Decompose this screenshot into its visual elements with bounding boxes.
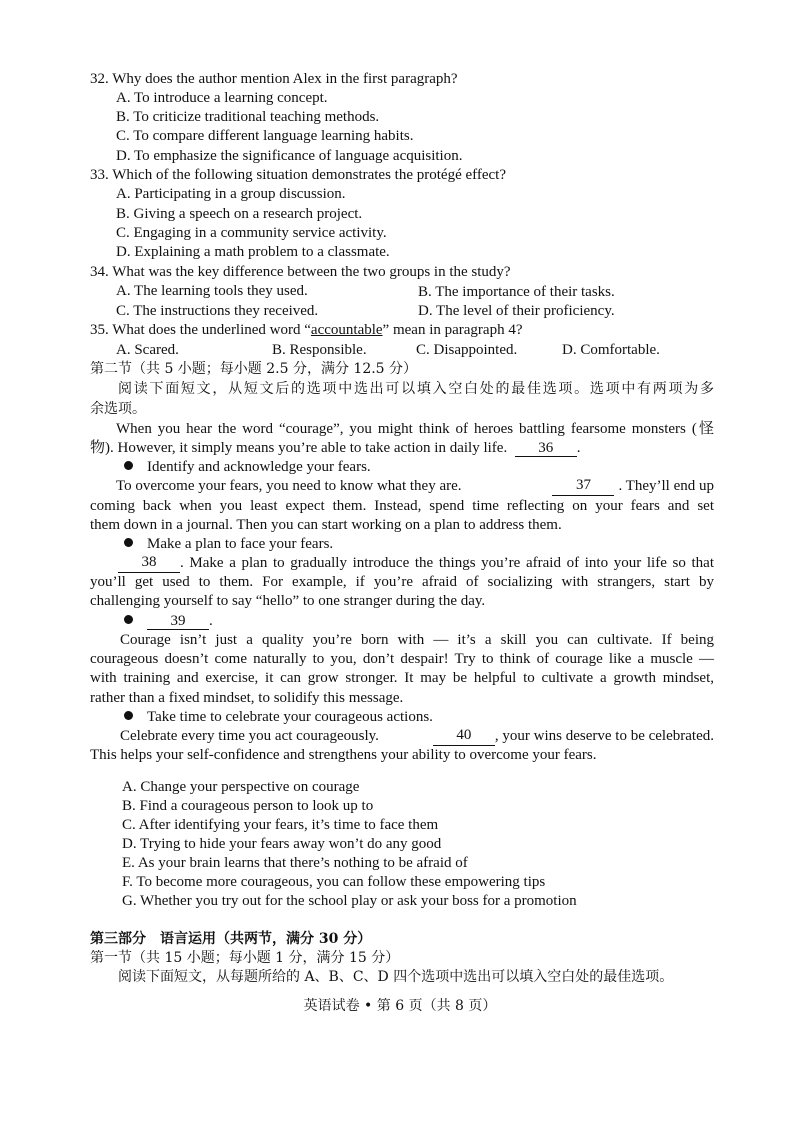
q35-option-a: A. Scared. bbox=[116, 342, 179, 358]
q33-option-c: C. Engaging in a community service activity. bbox=[116, 225, 387, 241]
q32-option-c: C. To compare different language learning habits. bbox=[116, 128, 414, 144]
bullet-icon bbox=[124, 711, 133, 720]
q35-stem-post: ” mean in paragraph 4? bbox=[382, 322, 523, 338]
part3-instruction: 阅读下面短文，从每题所给的 A、B、C、D 四个选项中选出可以填入空白处的最佳选项。 bbox=[118, 969, 674, 985]
passage-p5-line1-post: , your wins deserve to be celebrated. bbox=[494, 728, 714, 744]
passage-p2-line1-pre-text: To overcome your fears, you need to know what they are. bbox=[116, 478, 462, 494]
passage-p3-line1 bbox=[118, 554, 714, 573]
passage-p5-line2: This helps your self-confidence and strengthens your ability to overcome your fears. bbox=[90, 747, 597, 763]
passage-p2-line1 bbox=[116, 477, 714, 496]
q34-option-c: C. The instructions they received. bbox=[116, 303, 319, 319]
blank-36[interactable]: 36 bbox=[515, 440, 577, 457]
passage-p4-line1: Courage isn’t just a quality you’re born with — it’s a skill you can cultivate. If being bbox=[120, 632, 714, 648]
passage-p4-line4: rather than a fixed mindset, to solidify this message. bbox=[90, 690, 404, 706]
q34-option-d: D. The level of their proficiency. bbox=[418, 303, 615, 319]
blank-37[interactable]: 37 bbox=[552, 477, 614, 496]
q35-option-c: C. Disappointed. bbox=[416, 342, 518, 358]
q32-stem: 32. Why does the author mention Alex in the first paragraph? bbox=[90, 71, 458, 87]
passage-p1-line1: When you hear the word “courage”, you might think of heroes battling fearsome monsters (怪 bbox=[116, 421, 714, 437]
option-b: B. Find a courageous person to look up to bbox=[122, 798, 374, 814]
section2-instruction-line2: 余选项。 bbox=[90, 401, 146, 417]
part3-heading: 第三部分 语言运用（共两节，满分 30 分） bbox=[90, 931, 372, 947]
option-g: G. Whether you try out for the school play or ask your boss for a promotion bbox=[122, 893, 577, 909]
option-d: D. Trying to hide your fears away won’t do any good bbox=[122, 836, 442, 852]
q32-option-b: B. To criticize traditional teaching methods. bbox=[116, 109, 380, 125]
section2-instruction-line1: 阅读下面短文，从短文后的选项中选出可以填入空白处的最佳选项。选项中有两项为多 bbox=[118, 381, 714, 397]
subheading-4 bbox=[124, 708, 433, 727]
q33-option-a: A. Participating in a group discussion. bbox=[116, 186, 346, 202]
q33-stem: 33. Which of the following situation demonstrates the protégé effect? bbox=[90, 167, 506, 183]
passage-p2-line2: coming back when you least expect them. Instead, spend time reflecting on your fears and set bbox=[90, 498, 714, 514]
q34-stem: 34. What was the key difference between the two groups in the study? bbox=[90, 264, 511, 280]
bullet-icon bbox=[124, 461, 133, 470]
q35-option-d: D. Comfortable. bbox=[562, 342, 660, 358]
passage-p1-line2-text: 物). However, it simply means you’re able to take action in daily life. bbox=[90, 440, 508, 456]
q35-stem bbox=[90, 321, 522, 340]
page-footer: 英语试卷 • 第 6 页（共 8 页） bbox=[303, 998, 497, 1014]
q32-option-d: D. To emphasize the significance of language acquisition. bbox=[116, 148, 463, 164]
q33-option-b: B. Giving a speech on a research project. bbox=[116, 206, 363, 222]
blank-38[interactable]: 38 bbox=[118, 554, 180, 573]
q34-option-a: A. The learning tools they used. bbox=[116, 283, 308, 299]
q33-option-d: D. Explaining a math problem to a classmate. bbox=[116, 244, 390, 260]
passage-p3-line2: you’ll get used to them. For example, if you’re afraid of socializing with strangers, start by bbox=[90, 574, 714, 590]
q32-option-a: A. To introduce a learning concept. bbox=[116, 90, 328, 106]
subheading-1 bbox=[124, 458, 371, 477]
passage-p2-line1-post: . They’ll end up bbox=[618, 478, 714, 494]
option-c: C. After identifying your fears, it’s time to face them bbox=[122, 817, 439, 833]
passage-p1-line2: 物). However, it simply means you’re able to take action in daily life. 36 . bbox=[90, 440, 581, 456]
passage-p2-line1-pre bbox=[116, 477, 552, 496]
passage-p3-line3: challenging yourself to say “hello” to one stranger during the day. bbox=[90, 593, 486, 609]
section2-heading: 第二节（共 5 小题；每小题 2.5 分，满分 12.5 分） bbox=[90, 361, 418, 377]
subheading-4-text: Take time to celebrate your courageous actions. bbox=[147, 709, 433, 725]
part3-subheading: 第一节（共 15 小题；每小题 1 分，满分 15 分） bbox=[90, 950, 400, 966]
option-f: F. To become more courageous, you can follow these empowering tips bbox=[122, 874, 546, 890]
passage-p5-line1 bbox=[120, 727, 714, 746]
subheading-2 bbox=[124, 535, 333, 554]
passage-p3-line1-post: . Make a plan to gradually introduce the things you’re afraid of into your life so that bbox=[180, 555, 714, 571]
q35-option-b: B. Responsible. bbox=[272, 342, 367, 358]
passage-p2-line3: them down in a journal. Then you can start working on a plan to address them. bbox=[90, 517, 562, 533]
q35-stem-pre: 35. What does the underlined word “ bbox=[90, 322, 311, 338]
option-e: E. As your brain learns that there’s nothing to be afraid of bbox=[122, 855, 468, 871]
passage-p4-line3: with training and exercise, it can grow stronger. It may be helpful to cultivate a growth mindset, bbox=[90, 670, 714, 686]
blank-39[interactable]: 39 bbox=[147, 613, 209, 630]
passage-p5-line1-pre: Celebrate every time you act courageously. bbox=[120, 728, 379, 744]
option-a: A. Change your perspective on courage bbox=[122, 779, 360, 795]
subheading-1-text: Identify and acknowledge your fears. bbox=[147, 459, 371, 475]
passage-p4-line2: courageous doesn’t come naturally to you, don’t despair! Try to think of courage like a muscle — bbox=[90, 651, 714, 667]
bullet-icon bbox=[124, 538, 133, 547]
subheading-3: 39 . bbox=[124, 612, 213, 631]
blank-40[interactable]: 40 bbox=[433, 727, 495, 746]
q34-option-b: B. The importance of their tasks. bbox=[418, 284, 615, 300]
bullet-icon bbox=[124, 615, 133, 624]
subheading-2-text: Make a plan to face your fears. bbox=[147, 536, 334, 552]
q35-underlined-word: accountable bbox=[310, 322, 383, 338]
